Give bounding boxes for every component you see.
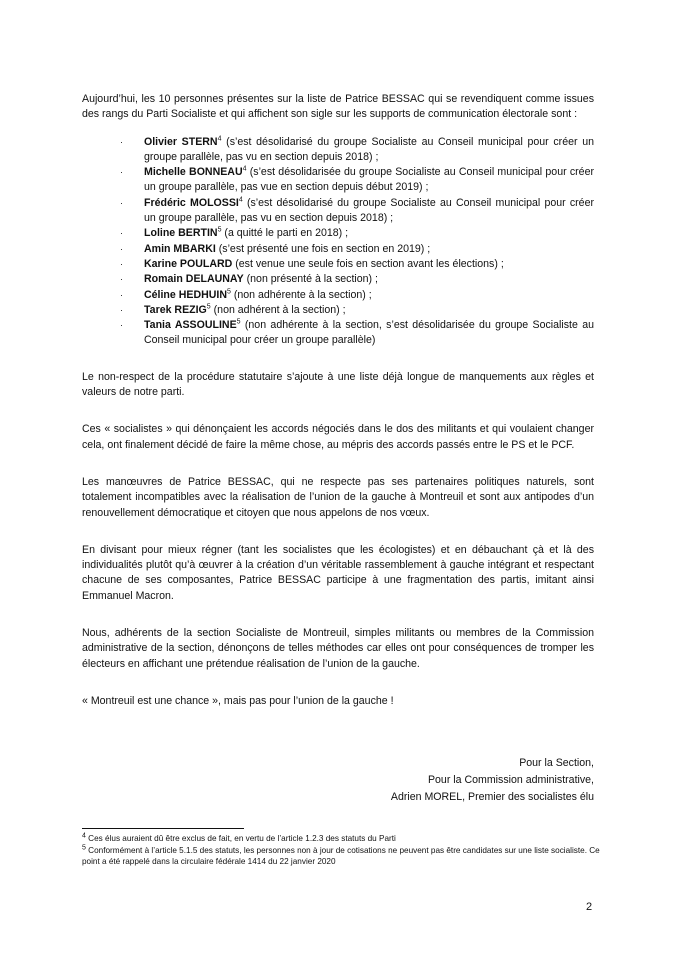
bullet-icon: · — [120, 289, 123, 300]
member-name: Tarek REZIG — [144, 303, 207, 316]
footnote-ref: 4 — [238, 196, 243, 204]
page-number: 2 — [586, 901, 593, 913]
signature-line: Pour la Section, — [519, 757, 594, 769]
member-name: Michelle BONNEAU — [144, 166, 243, 179]
member-detail: (a quitté le parti en 2018) ; — [221, 227, 349, 240]
member-detail: (s’est désolidarisé du groupe Socialiste au Conseil municipal pour créer un groupe parallèle, pas vu en section depuis 2018) ; — [144, 196, 594, 225]
closing-quote: « Montreuil est une chance », mais pas pour l’union de la gauche ! — [82, 694, 394, 707]
list-item — [120, 242, 594, 257]
footnotes — [82, 833, 602, 868]
footnote-ref: 5 — [236, 318, 241, 326]
member-detail: (s’est désolidarisée du groupe Socialiste au Conseil municipal pour créer un groupe parallèle, pas vue en section depuis début 2019) ; — [144, 166, 594, 194]
member-name: Romain DELAUNAY — [144, 273, 244, 286]
footnote — [82, 833, 602, 845]
member-detail: (non adhérente à la section, s’est désolidarisée du groupe Socialiste au Conseil municipal pour créer un groupe parallèle) — [144, 319, 594, 347]
member-name: Loline BERTIN — [144, 227, 218, 240]
bullet-icon: · — [120, 167, 123, 178]
bullet-icon: · — [120, 197, 123, 208]
footnote-text: Ces élus auraient dû être exclus de fait, en vertu de l’article 1.2.3 des statuts du Parti — [85, 834, 396, 843]
member-detail: (non adhérent à la section) ; — [210, 303, 346, 316]
bullet-icon: · — [120, 274, 123, 285]
list-item — [120, 196, 594, 227]
footnote-number: 4 — [82, 832, 86, 840]
member-detail: (est venue une seule fois en section avant les élections) ; — [232, 257, 504, 270]
member-name: Olivier STERN — [144, 135, 218, 148]
footnote-divider — [82, 828, 244, 829]
member-list — [82, 135, 594, 349]
signature-line: Pour la Commission administrative, — [427, 774, 594, 786]
body-paragraph: Ces « socialistes » qui dénonçaient les accords négociés dans le dos des militants et qui voulaient changer cela, ont finalement décidé de faire la même chose, au mépris des accords passés entre le PS et le PCF. — [82, 423, 594, 451]
intro-paragraph: Aujourd’hui, les 10 personnes présentes sur la liste de Patrice BESSAC qui se revendiquent comme issues des rangs du Parti Socialiste et qui affichent son sigle sur les supports de communication électorale sont : — [82, 93, 594, 121]
member-name: Karine POULARD — [144, 257, 233, 270]
body-paragraph: Le non-respect de la procédure statutaire s’ajoute à une liste déjà longue de manquements aux règles et valeurs de notre parti. — [82, 370, 594, 399]
member-detail: (non adhérente à la section) ; — [230, 288, 372, 301]
body-paragraph: Les manœuvres de Patrice BESSAC, qui ne respecte pas ses partenaires politiques naturels, sont totalement incompatibles avec la réalisation de l’union de la gauche à Montreuil et sont aux antipodes d’un renouvellement démocratique et citoyen que nous appelons de nos vœux. — [82, 475, 594, 519]
member-name: Céline HEDHUIN — [144, 288, 227, 301]
list-item — [120, 288, 594, 303]
footnote-ref: 5 — [217, 226, 222, 234]
bullet-icon: · — [120, 136, 123, 147]
document-body — [82, 92, 594, 731]
bullet-icon: · — [120, 258, 123, 269]
member-name: Amin MBARKI — [144, 242, 216, 255]
bullet-icon: · — [120, 304, 123, 315]
list-item — [120, 318, 594, 349]
footnote-text: Conformément à l’article 5.1.5 des statuts, les personnes non à jour de cotisations ne peuvent pas être candidates sur une liste socialiste. Ce point a été rappelé dans la circulaire fédérale 1414 du 22 janvier 2020 — [82, 845, 600, 867]
member-name: Frédéric MOLOSSI — [144, 196, 239, 209]
member-detail: (non présenté à la section) ; — [243, 273, 378, 286]
footnote — [82, 845, 602, 868]
bullet-icon: · — [120, 320, 123, 331]
list-item — [120, 226, 594, 241]
signature-name: Adrien MOREL, Premier des socialistes élu — [390, 791, 594, 803]
footnote-ref: 4 — [242, 165, 247, 173]
list-item — [120, 257, 594, 272]
list-item — [120, 303, 594, 318]
bullet-icon: · — [120, 228, 123, 239]
list-item — [120, 135, 594, 166]
signature-block — [82, 755, 594, 806]
bullet-icon: · — [120, 243, 123, 254]
member-detail: (s’est désolidarisé du groupe Socialiste au Conseil municipal pour créer un groupe parallèle, pas vu en section depuis 2018) ; — [144, 135, 594, 163]
footnote-ref: 4 — [217, 135, 222, 143]
list-item — [120, 272, 594, 287]
footnote-ref: 5 — [227, 288, 231, 296]
footnote-number: 5 — [82, 843, 86, 851]
body-paragraph: Nous, adhérents de la section Socialiste de Montreuil, simples militants ou membres de la Commission administrative de la section, dénonçons de telles méthodes car elles ont pour conséquences de tromper les électeurs en affichant une prétendue réalisation de l’union de la gauche. — [82, 627, 594, 670]
body-paragraph: En divisant pour mieux régner (tant les socialistes que les écologistes) et en débauchant çà et là des individualités plutôt qu’à œuvrer à la création d’un véritable rassemblement à gauche intégrant et respectant chacune de ses composantes, Patrice BESSAC participe à une fragmentation des partis, imitant ainsi Emmanuel Macron. — [82, 543, 594, 602]
member-detail: (s’est présenté une fois en section en 2019) ; — [215, 242, 431, 255]
footnote-ref: 5 — [206, 303, 211, 311]
list-item — [120, 165, 594, 196]
member-name: Tania ASSOULINE — [144, 319, 237, 332]
